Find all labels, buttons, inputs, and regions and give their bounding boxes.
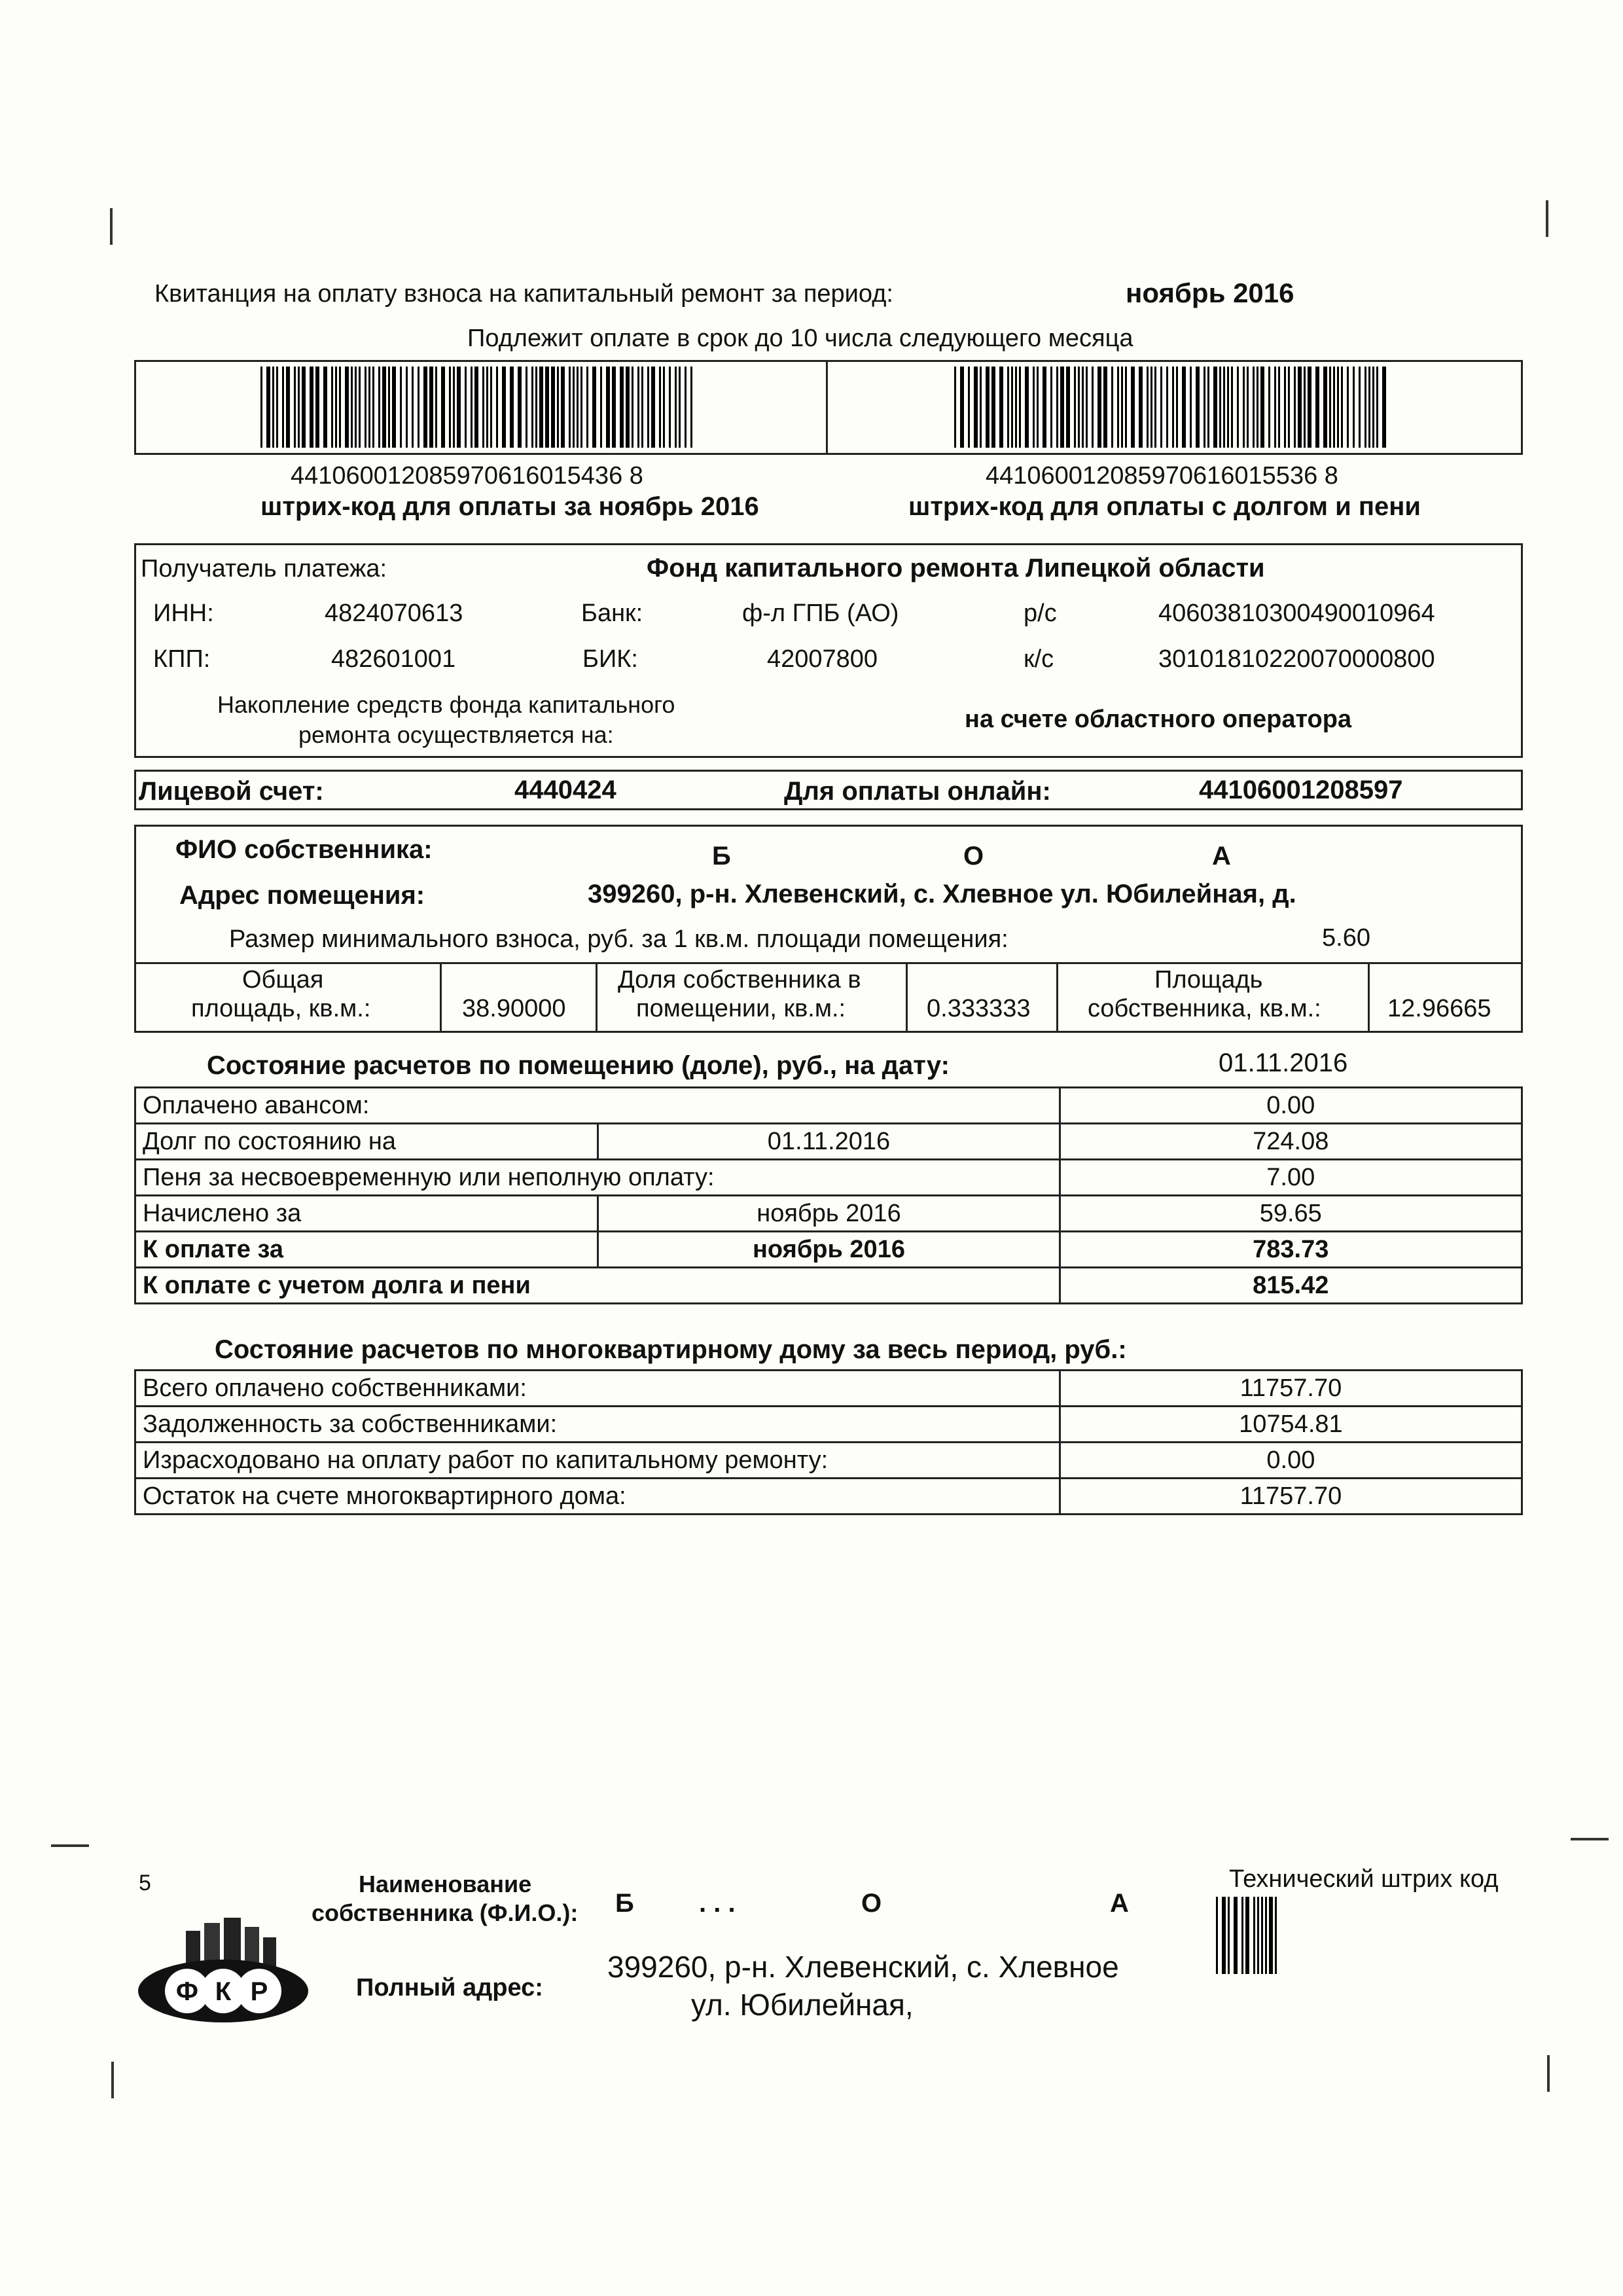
barcode-bar (1260, 367, 1264, 448)
account-number: 4440424 (514, 776, 616, 804)
fkr-logo (135, 1918, 312, 2029)
barcode-bar (974, 367, 978, 448)
tech-barcode-label: Технический штрих код (1229, 1865, 1499, 1893)
barcode-bar (1139, 367, 1143, 448)
logo-letter-1: Ф (175, 1977, 199, 2006)
barcode-bar (626, 367, 630, 448)
barcode-bar (569, 367, 571, 448)
bank-label: Банк: (581, 600, 643, 627)
ks-value: 30101810220070000800 (1158, 645, 1435, 673)
barcode-bar (286, 367, 290, 448)
barcode-bar (1243, 367, 1245, 448)
owner-fio-part1: Б (712, 842, 731, 870)
barcode-bar (1222, 1897, 1226, 1974)
barcode-bar (1368, 367, 1370, 448)
barcode-bar (1265, 1897, 1267, 1974)
settlement-row (135, 1088, 1522, 1124)
kpp-value: 482601001 (331, 645, 456, 673)
house-value: 0.00 (1060, 1443, 1522, 1479)
barcode-bar (1117, 367, 1119, 448)
barcode-bar (647, 367, 649, 448)
barcode-bar (960, 367, 964, 448)
settlement-value: 815.42 (1060, 1268, 1522, 1304)
barcode-bar (1056, 367, 1058, 448)
settlement-row (135, 1232, 1522, 1268)
barcode-bar (1333, 367, 1335, 448)
settlement-value: 0.00 (1060, 1088, 1522, 1124)
settlement-value: 724.08 (1060, 1124, 1522, 1160)
barcode-bar (1253, 367, 1255, 448)
barcode-bar (382, 367, 386, 448)
barcode-bar (298, 367, 300, 448)
barcode-bar (968, 367, 970, 448)
crop-mark-mid-left (51, 1844, 89, 1847)
billing-period: ноябрь 2016 (1126, 278, 1294, 308)
barcode-bar (999, 367, 1003, 448)
settlement-row (135, 1160, 1522, 1196)
payment-with-debt-barcode (954, 367, 1391, 448)
recipient-name: Фонд капитального ремонта Липецкой области (647, 554, 1265, 583)
barcode-bar (482, 367, 484, 448)
barcode-bar (1382, 367, 1386, 448)
barcode-bar (1257, 1897, 1259, 1974)
house-label: Остаток на счете многоквартирного дома: (135, 1479, 1060, 1515)
barcode-bar (388, 367, 390, 448)
premises-address: 399260, р-н. Хлевенский, с. Хлевное ул. Юбилейная, д. (588, 880, 1296, 908)
barcode-bar (991, 367, 995, 448)
barcode-bar (453, 367, 455, 448)
barcode-bar (1097, 367, 1101, 448)
total-area-value: 38.90000 (462, 995, 566, 1022)
barcode-bar (586, 367, 588, 448)
barcode-bar (1121, 367, 1123, 448)
barcode-bar (365, 367, 366, 448)
barcode-bar (1050, 367, 1052, 448)
right-barcode-number: 441060012085970616015536 8 (986, 462, 1338, 490)
barcode-bar (518, 367, 522, 448)
ks-label: к/с (1024, 645, 1054, 673)
settlement-date: 01.11.2016 (1219, 1049, 1348, 1077)
barcode-bar (1025, 367, 1029, 448)
barcode-bar (457, 367, 461, 448)
barcode-bar (1241, 1897, 1243, 1974)
barcode-bar (573, 367, 575, 448)
barcode-bar (1347, 367, 1349, 448)
accumulation-label-line2: ремонта осуществляется на: (298, 721, 614, 748)
barcode-bar (600, 367, 602, 448)
barcode-bar (510, 367, 514, 448)
barcode-bar (1308, 367, 1311, 448)
rs-label: р/с (1024, 600, 1057, 627)
barcode-bar (1353, 367, 1355, 448)
owner-area-label-line1: Площадь (1154, 966, 1263, 994)
barcode-bar (1007, 367, 1009, 448)
barcode-bar (539, 367, 543, 448)
online-number: 44106001208597 (1199, 776, 1403, 804)
barcode-bar (1060, 367, 1064, 448)
barcode-bar (1213, 367, 1217, 448)
barcode-bar (1364, 367, 1366, 448)
footer-owner-part3: А (1110, 1889, 1129, 1918)
total-area-label-line2: площадь, кв.м.: (191, 995, 371, 1022)
settlement-label: Долг по состоянию на (135, 1124, 598, 1160)
right-barcode-caption: штрих-код для оплаты с долгом и пени (908, 492, 1421, 521)
barcode-bar (335, 367, 337, 448)
barcode-bar (606, 367, 610, 448)
barcode-bar (315, 367, 319, 448)
left-barcode-caption: штрих-код для оплаты за ноябрь 2016 (260, 492, 759, 521)
barcode-bar (1253, 1897, 1255, 1974)
barcode-bar (1234, 1897, 1238, 1974)
barcode-bar (986, 367, 990, 448)
barcode-bar (294, 367, 296, 448)
barcode-bar (1219, 367, 1221, 448)
settlement-value: 7.00 (1060, 1160, 1522, 1196)
recipient-label: Получатель платежа: (141, 555, 387, 583)
barcode-bar (449, 367, 451, 448)
barcode-bar (577, 367, 579, 448)
barcode-bar (1125, 367, 1127, 448)
barcode-bar (1103, 367, 1107, 448)
barcode-bar (400, 367, 402, 448)
barcode-bar (1015, 367, 1017, 448)
barcode-bar (441, 367, 445, 448)
barcode-bar (1150, 367, 1152, 448)
owner-name-label-line1: Наименование (359, 1871, 532, 1897)
barcode-bar (551, 367, 555, 448)
barcode-bar (272, 367, 274, 448)
barcode-bar (620, 367, 624, 448)
barcode-bar (1223, 367, 1225, 448)
barcode-bar (632, 367, 633, 448)
full-address-label: Полный адрес: (356, 1974, 543, 2001)
barcode-bar (1011, 367, 1013, 448)
logo-letter-2: К (215, 1977, 232, 2006)
settlement-label: К оплате с учетом долга и пени (135, 1268, 1060, 1304)
settlement-mid: ноябрь 2016 (598, 1196, 1060, 1232)
barcode-bar (282, 367, 284, 448)
settlement-label: Начислено за (135, 1196, 598, 1232)
barcode-bar (1323, 367, 1327, 448)
barcode-bar (531, 367, 533, 448)
barcode-bar (302, 367, 306, 448)
barcode-bar (545, 367, 549, 448)
receipt-title: Квитанция на оплату взноса на капитальный ремонт за период: (154, 280, 893, 308)
premises-address-label: Адрес помещения: (179, 881, 425, 910)
owner-share-label-line2: помещении, кв.м.: (636, 995, 846, 1022)
owner-fio-label: ФИО собственника: (175, 835, 433, 864)
barcode-bar (641, 367, 643, 448)
barcode-bar (1154, 367, 1156, 448)
payment-barcode (260, 367, 698, 448)
total-area-label-line1: Общая (242, 966, 324, 994)
full-address-line1: 399260, р-н. Хлевенский, с. Хлевное (607, 1950, 1119, 1984)
house-table (134, 1369, 1523, 1515)
due-note: Подлежит оплате в срок до 10 числа следующего месяца (467, 325, 1133, 352)
barcode-bar (418, 367, 419, 448)
owner-area-value: 12.96665 (1387, 995, 1491, 1022)
barcode-bar (1288, 367, 1290, 448)
barcode-bar (1359, 367, 1361, 448)
barcode-bar (685, 367, 687, 448)
barcode-bar (1329, 367, 1331, 448)
bik-value: 42007800 (767, 645, 878, 673)
barcode-bar (580, 367, 582, 448)
barcode-bar (355, 367, 357, 448)
online-label: Для оплаты онлайн: (784, 777, 1051, 806)
barcode-bar (1196, 367, 1200, 448)
crop-mark-mid-right (1571, 1838, 1609, 1840)
barcode-bar (637, 367, 639, 448)
area-divider-2 (596, 962, 597, 1033)
accumulation-value: на счете областного оператора (965, 706, 1352, 733)
house-label: Израсходовано на оплату работ по капитальному ремонту: (135, 1443, 1060, 1479)
area-divider-3 (906, 962, 908, 1033)
crop-mark-top-left (110, 208, 113, 245)
barcode-bar (669, 367, 671, 448)
settlement-label: К оплате за (135, 1232, 598, 1268)
settlement-mid: 01.11.2016 (598, 1124, 1060, 1160)
page-number: 5 (139, 1871, 151, 1895)
barcode-bar (1066, 367, 1070, 448)
barcode-bar (435, 367, 437, 448)
barcode-bar (1190, 367, 1192, 448)
barcode-bar (526, 367, 527, 448)
barcode-bar (1147, 367, 1149, 448)
accumulation-label-line1: Накопление средств фонда капитального (217, 691, 675, 718)
bik-label: БИК: (582, 645, 638, 673)
barcode-bar (1278, 367, 1280, 448)
barcode-bar (496, 367, 498, 448)
area-divider-1 (440, 962, 442, 1033)
barcode-bar (1341, 367, 1343, 448)
crop-mark-bottom-right (1547, 2055, 1550, 2092)
house-label: Задолженность за собственниками: (135, 1407, 1060, 1443)
barcode-bar (1231, 367, 1233, 448)
barcode-bar (592, 367, 596, 448)
owner-name-label-line2: собственника (Ф.И.О.): (312, 1899, 579, 1926)
barcode-bar (359, 367, 361, 448)
owner-fio-part2: О (963, 842, 984, 870)
barcode-bar (423, 367, 427, 448)
account-label: Лицевой счет: (139, 777, 324, 806)
min-fee-value: 5.60 (1322, 924, 1370, 952)
house-row (135, 1407, 1522, 1443)
barcode-bar (1269, 1897, 1273, 1974)
barcode-bar (266, 367, 270, 448)
barcode-bar (679, 367, 681, 448)
kpp-label: КПП: (153, 645, 211, 673)
barcode-bar (465, 367, 467, 448)
barcode-bar (1166, 367, 1168, 448)
barcode-bar (1337, 367, 1339, 448)
footer-owner-part1: Б (615, 1889, 634, 1918)
house-row (135, 1371, 1522, 1407)
barcode-bar (1160, 367, 1162, 448)
barcode-bar (1245, 1897, 1249, 1974)
barcode-bar (651, 367, 655, 448)
owner-fio-part3: А (1212, 842, 1231, 870)
settlement-label: Оплачено авансом: (135, 1088, 1060, 1124)
settlement-mid: ноябрь 2016 (598, 1232, 1060, 1268)
barcode-bar (1172, 367, 1174, 448)
area-row-top-line (134, 962, 1523, 964)
barcode-bar (339, 367, 341, 448)
barcode-bar (1216, 1897, 1218, 1974)
footer-owner-part2: О (861, 1889, 882, 1918)
barcode-bar (1019, 367, 1021, 448)
barcode-bar (1033, 367, 1035, 448)
settlement-value: 783.73 (1060, 1232, 1522, 1268)
barcode-bar (561, 367, 565, 448)
footer-owner-dots: . . . (699, 1889, 736, 1918)
area-divider-4 (1056, 962, 1058, 1033)
barcode-bar (392, 367, 396, 448)
house-value: 11757.70 (1060, 1479, 1522, 1515)
barcode-bar (1074, 367, 1076, 448)
barcode-bar (351, 367, 353, 448)
barcode-bar (1207, 367, 1209, 448)
house-title: Состояние расчетов по многоквартирному дому за весь период, руб.: (215, 1335, 1127, 1364)
settlement-table (134, 1086, 1523, 1304)
barcode-bar (331, 367, 333, 448)
bank-value: ф-л ГПБ (АО) (742, 600, 899, 627)
barcode-bar (1304, 367, 1306, 448)
barcode-bar (663, 367, 665, 448)
barcode-bar (1298, 367, 1302, 448)
barcode-bar (323, 367, 327, 448)
barcode-bar (1227, 367, 1229, 448)
barcode-bar (1131, 367, 1135, 448)
barcode-bar (1092, 367, 1094, 448)
technical-barcode (1216, 1897, 1281, 1974)
barcode-bar (429, 367, 433, 448)
full-address-line2: ул. Юбилейная, (691, 1988, 914, 2022)
barcode-bar (1043, 367, 1046, 448)
barcode-bar (1111, 367, 1113, 448)
barcode-bar (276, 367, 278, 448)
house-row (135, 1443, 1522, 1479)
barcode-bar (1078, 367, 1080, 448)
owner-share-label-line1: Доля собственника в (618, 966, 861, 994)
barcode-bar (406, 367, 408, 448)
barcode-bar (1182, 367, 1186, 448)
left-barcode-number: 441060012085970616015436 8 (291, 462, 643, 490)
barcode-bar (1247, 367, 1249, 448)
barcode-bar (310, 367, 313, 448)
crop-mark-top-right (1546, 200, 1548, 237)
barcode-bar (1268, 367, 1270, 448)
barcode-divider (826, 360, 828, 455)
barcode-bar (675, 367, 677, 448)
barcode-bar (1176, 367, 1178, 448)
house-value: 11757.70 (1060, 1371, 1522, 1407)
settlement-label: Пеня за несвоевременную или неполную оплату: (135, 1160, 1060, 1196)
rs-value: 40603810300490010964 (1158, 600, 1435, 627)
barcode-bar (1086, 367, 1088, 448)
inn-label: ИНН: (153, 600, 214, 627)
barcode-bar (1204, 367, 1205, 448)
settlement-row (135, 1196, 1522, 1232)
barcode-bar (1257, 367, 1258, 448)
barcode-bar (368, 367, 370, 448)
barcode-bar (1237, 367, 1239, 448)
barcode-bar (1261, 1897, 1263, 1974)
barcode-bar (535, 367, 537, 448)
settlement-title: Состояние расчетов по помещению (доле), руб., на дату: (207, 1051, 950, 1080)
logo-letter-3: Р (250, 1977, 268, 2006)
barcode-bar (474, 367, 478, 448)
barcode-bar (378, 367, 380, 448)
barcode-bar (1274, 367, 1276, 448)
barcode-bar (612, 367, 616, 448)
barcode-bar (502, 367, 506, 448)
settlement-value: 59.65 (1060, 1196, 1522, 1232)
barcode-bar (345, 367, 349, 448)
barcode-bar (954, 367, 956, 448)
barcode-bar (1294, 367, 1296, 448)
barcode-bar (1284, 367, 1286, 448)
barcode-bar (1037, 367, 1039, 448)
settlement-row (135, 1268, 1522, 1304)
barcode-bar (1228, 1897, 1230, 1974)
barcode-bar (412, 367, 414, 448)
area-divider-5 (1368, 962, 1370, 1033)
crop-mark-bottom-left (111, 2062, 114, 2098)
barcode-bar (690, 367, 692, 448)
barcode-bar (490, 367, 492, 448)
inn-value: 4824070613 (325, 600, 463, 627)
barcode-bar (372, 367, 374, 448)
barcode-bar (260, 367, 262, 448)
owner-area-label-line2: собственника, кв.м.: (1088, 995, 1321, 1022)
barcode-bar (980, 367, 982, 448)
owner-share-value: 0.333333 (927, 995, 1031, 1022)
settlement-row (135, 1124, 1522, 1160)
barcode-bar (1376, 367, 1378, 448)
barcode-bar (1082, 367, 1084, 448)
house-row (135, 1479, 1522, 1515)
house-label: Всего оплачено собственниками: (135, 1371, 1060, 1407)
barcode-bar (471, 367, 473, 448)
house-value: 10754.81 (1060, 1407, 1522, 1443)
barcode-bar (486, 367, 488, 448)
barcode-bar (1315, 367, 1319, 448)
barcode-bar (659, 367, 661, 448)
barcode-bar (557, 367, 559, 448)
min-fee-label: Размер минимального взноса, руб. за 1 кв.м. площади помещения: (229, 925, 1008, 953)
barcode-bar (1275, 1897, 1277, 1974)
barcode-bar (1372, 367, 1374, 448)
